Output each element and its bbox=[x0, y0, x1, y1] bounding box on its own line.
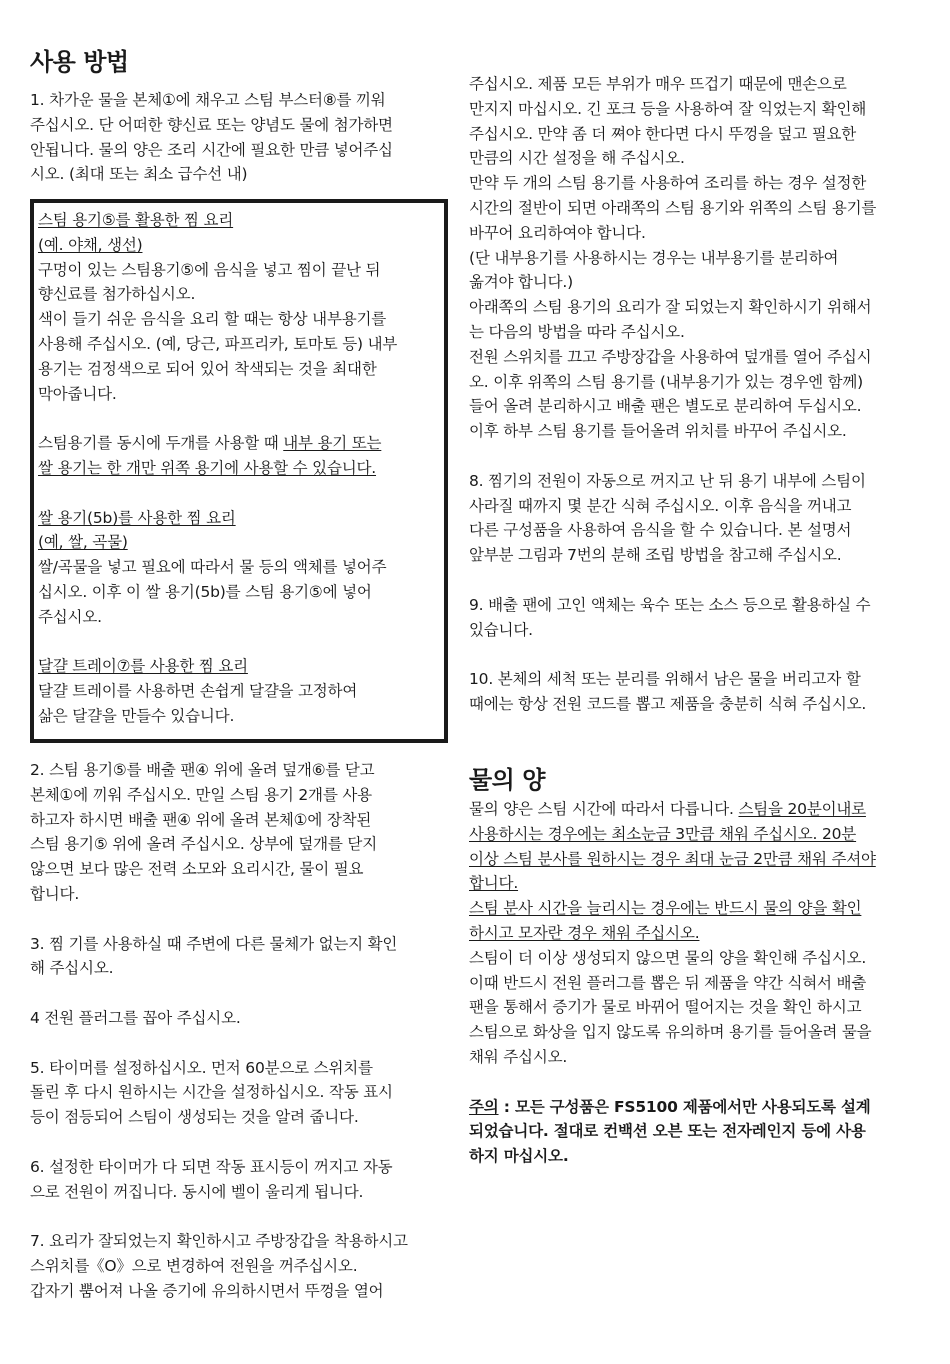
step-7-continued bbox=[469, 72, 876, 717]
step-7-cont-line: 이후 하부 스팀 용기를 들어올려 위치를 바꾸어 주십시오. bbox=[469, 422, 847, 441]
step-7-cont-line: 아래쪽의 스팀 용기의 요리가 잘 되었는지 확인하시기 위해서 bbox=[469, 298, 872, 317]
step-8-line: 8. 찜기의 전원이 자동으로 꺼지고 난 뒤 용기 내부에 스팀이 bbox=[469, 471, 866, 490]
step-2-line: 본체①에 끼워 주십시오. 만일 스팀 용기 2개를 사용 bbox=[30, 785, 372, 804]
water-heading: 물의 양 bbox=[469, 766, 545, 794]
step-1-line: 시오. (최대 또는 최소 급수선 내) bbox=[30, 165, 248, 184]
step-6-line: 6. 설정한 타이머가 다 되면 작동 표시등이 꺼지고 자동 bbox=[30, 1157, 393, 1176]
box-steam-title: 스팀 용기⑤를 활용한 찜 요리 bbox=[38, 211, 234, 229]
step-7-cont-line: 주십시오. 만약 좀 더 쪄야 한다면 다시 뚜껑을 덮고 필요한 bbox=[469, 124, 857, 143]
water-underlined-line: 스팀 분사 시간을 늘리시는 경우에는 반드시 물의 양을 확인 bbox=[469, 899, 862, 918]
step-9-line: 있습니다. bbox=[469, 620, 533, 639]
box-rice-line: 십시오. 이후 이 쌀 용기(5b)를 스팀 용기⑤에 넣어 bbox=[38, 582, 372, 601]
box-steam-example: (예. 야채, 생선) bbox=[38, 235, 143, 254]
caution-line: 하지 마십시오. bbox=[469, 1147, 569, 1166]
box-steam-line: 구멍이 있는 스팀용기⑤에 음식을 넣고 찜이 끝난 뒤 bbox=[38, 260, 381, 279]
water-body-line: 스팀이 더 이상 생성되지 않으면 물의 양을 확인해 주십시오. bbox=[469, 948, 867, 967]
step-5-line: 등이 점등되어 스팀이 생성되는 것을 알려 줍니다. bbox=[30, 1108, 359, 1127]
step-7-cont-line: (단 내부용기를 사용하시는 경우는 내부용기를 분리하여 bbox=[469, 248, 839, 267]
box-egg-line: 삶은 달걀을 만들수 있습니다. bbox=[38, 706, 235, 725]
box-steam-line: 막아줍니다. bbox=[38, 384, 117, 403]
step-9-line: 9. 배출 팬에 고인 액체는 육수 또는 소스 등으로 활용하실 수 bbox=[469, 595, 871, 614]
box-steam-line: 사용해 주십시오. (예, 당근, 파프리카, 토마토 등) 내부 bbox=[38, 334, 398, 353]
step-7-cont-line: 주십시오. 제품 모든 부위가 매우 뜨겁기 때문에 맨손으로 bbox=[469, 75, 847, 93]
step-5-line: 5. 타이머를 설정하십시오. 먼저 60분으로 스위치를 bbox=[30, 1058, 373, 1077]
step-10-line: 때에는 항상 전원 코드를 뽑고 제품을 충분히 식혀 주십시오. bbox=[469, 694, 867, 713]
step-7-line: 7. 요리가 잘되었는지 확인하시고 주방장갑을 착용하시고 bbox=[30, 1232, 408, 1251]
box-dual-note-underlined: 내부 용기 또는 bbox=[283, 434, 382, 453]
water-underlined-line: 하시고 모자란 경우 채워 주십시오. bbox=[469, 923, 700, 942]
tips-box-content bbox=[38, 208, 438, 729]
step-2-line: 않으면 보다 많은 전력 소모와 요리시간, 물이 필요 bbox=[30, 860, 364, 879]
box-steam-line: 색이 들기 쉬운 음식을 요리 할 때는 항상 내부용기를 bbox=[38, 310, 387, 329]
caution-line-1 bbox=[469, 1095, 876, 1120]
step-7-cont-line: 는 다음의 방법을 따라 주십시오. bbox=[469, 322, 685, 341]
box-egg-title: 달걀 트레이⑦를 사용한 찜 요리 bbox=[38, 657, 248, 676]
step-7-cont-line: 오. 이후 위쪽의 스팀 용기를 (내부용기가 있는 경우엔 함께) bbox=[469, 372, 864, 391]
step-7-cont-line: 들어 올려 분리하시고 배출 팬은 별도로 분리하여 두십시오. bbox=[469, 397, 862, 416]
steps-2-to-7 bbox=[30, 758, 408, 1304]
box-rice-example: (예, 쌀, 곡물) bbox=[38, 533, 128, 552]
caution-line-1-rest: : 모든 구성품은 FS5100 제품에서만 사용되도록 설계 bbox=[498, 1097, 871, 1116]
step-7-line: 갑자기 뿜어져 나올 증기에 유의하시면서 뚜껑을 열어 bbox=[30, 1281, 384, 1300]
water-body-line: 이때 반드시 전원 플러그를 뽑은 뒤 제품을 약간 식혀서 배출 bbox=[469, 973, 867, 992]
step-2-line: 2. 스팀 용기⑤를 배출 팬④ 위에 올려 덮개⑥를 닫고 bbox=[30, 761, 375, 779]
usage-heading: 사용 방법 bbox=[30, 48, 129, 76]
box-egg-line: 달걀 트레이를 사용하면 손쉽게 달걀을 고정하여 bbox=[38, 682, 358, 701]
water-line-1 bbox=[469, 797, 876, 822]
step-1-line: 주십시오. 단 어떠한 향신료 또는 양념도 물에 첨가하면 bbox=[30, 115, 393, 134]
box-steam-line: 용기는 검정색으로 되어 있어 착색되는 것을 최대한 bbox=[38, 359, 377, 378]
step-8-line: 사라질 때까지 몇 분간 식혀 주십시오. 이후 음식을 꺼내고 bbox=[469, 496, 852, 515]
step-1-line: 1. 차가운 물을 본체①에 채우고 스팀 부스터⑧를 끼워 bbox=[30, 91, 386, 109]
step-1-line: 안됩니다. 물의 양은 조리 시간에 필요한 만큼 넣어주십 bbox=[30, 140, 393, 159]
step-5-line: 돌린 후 다시 원하시는 시간을 설정하십시오. 작동 표시 bbox=[30, 1083, 393, 1102]
tips-box bbox=[30, 199, 448, 743]
box-dual-note-plain: 스팀용기를 동시에 두개를 사용할 때 bbox=[38, 434, 284, 453]
water-line-1-plain: 물의 양은 스팀 시간에 따라서 다릅니다. bbox=[469, 800, 739, 818]
step-3-line: 3. 찜 기를 사용하실 때 주변에 다른 물체가 없는지 확인 bbox=[30, 934, 398, 953]
step-2-line: 합니다. bbox=[30, 884, 80, 903]
step-2-line: 스팀 용기⑤ 위에 올려 주십시오. 상부에 덮개를 닫지 bbox=[30, 835, 377, 854]
step-1 bbox=[30, 88, 393, 187]
caution-line: 되었습니다. 절대로 컨백션 오븐 또는 전자레인지 등에 사용 bbox=[469, 1122, 866, 1141]
water-underlined-line: 합니다. bbox=[469, 874, 519, 893]
box-dual-note-line2: 쌀 용기는 한 개만 위쪽 용기에 사용할 수 있습니다. bbox=[38, 458, 377, 477]
step-4-line: 4 전원 플러그를 꼽아 주십시오. bbox=[30, 1008, 241, 1027]
water-line-1-underlined: 스팀을 20분이내로 bbox=[738, 800, 866, 818]
box-rice-line: 쌀/곡물을 넣고 필요에 따라서 물 등의 액체를 넣어주 bbox=[38, 558, 387, 577]
box-dual-note bbox=[38, 431, 438, 456]
step-7-cont-line: 만지지 마십시오. 긴 포크 등을 사용하여 잘 익었는지 확인해 bbox=[469, 99, 867, 118]
water-body-line: 채워 주십시오. bbox=[469, 1047, 568, 1066]
step-7-cont-line: 만큼의 시간 설정을 해 주십시오. bbox=[469, 149, 685, 168]
step-3-line: 해 주십시오. bbox=[30, 959, 114, 978]
step-8-line: 다른 구성품을 사용하여 음식을 할 수 있습니다. 본 설명서 bbox=[469, 521, 852, 540]
step-7-cont-line: 만약 두 개의 스팀 용기를 사용하여 조리를 하는 경우 설정한 bbox=[469, 174, 867, 193]
box-rice-line: 주십시오. bbox=[38, 607, 102, 626]
step-7-line: 스위치를《O》으로 변경하여 전원을 꺼주십시오. bbox=[30, 1256, 358, 1275]
step-2-line: 하고자 하시면 배출 팬④ 위에 올려 본체①에 장착된 bbox=[30, 810, 372, 829]
step-7-cont-line: 바꾸어 요리하여야 합니다. bbox=[469, 223, 646, 242]
caution-label: 주의 bbox=[469, 1097, 499, 1116]
box-steam-line: 향신료를 첨가하십시오. bbox=[38, 285, 196, 304]
step-7-cont-line: 전원 스위치를 끄고 주방장갑을 사용하여 덮개를 열어 주십시 bbox=[469, 347, 872, 366]
step-8-line: 앞부분 그림과 7번의 분해 조립 방법을 참고해 주십시오. bbox=[469, 546, 842, 565]
step-10-line: 10. 본체의 세척 또는 분리를 위해서 남은 물을 버리고자 할 bbox=[469, 670, 861, 689]
step-6-line: 으로 전원이 꺼집니다. 동시에 벨이 울리게 됩니다. bbox=[30, 1182, 364, 1201]
step-7-cont-line: 시간의 절반이 되면 아래쪽의 스팀 용기와 위쪽의 스팀 용기를 bbox=[469, 198, 877, 217]
water-underlined-line: 이상 스팀 분사를 원하시는 경우 최대 눈금 2만큼 채워 주셔야 bbox=[469, 849, 876, 868]
water-underlined-line: 사용하시는 경우에는 최소눈금 3만큼 채워 주십시오. 20분 bbox=[469, 824, 857, 843]
box-rice-title: 쌀 용기(5b)를 사용한 찜 요리 bbox=[38, 508, 236, 527]
water-body-line: 스팀으로 화상을 입지 않도록 유의하며 용기를 들어올려 물을 bbox=[469, 1023, 872, 1042]
water-body-line: 팬을 통해서 증기가 물로 바뀌어 떨어지는 것을 확인 하시고 bbox=[469, 998, 862, 1017]
water-section bbox=[469, 797, 876, 1169]
step-7-cont-line: 옮겨야 합니다.) bbox=[469, 273, 573, 292]
